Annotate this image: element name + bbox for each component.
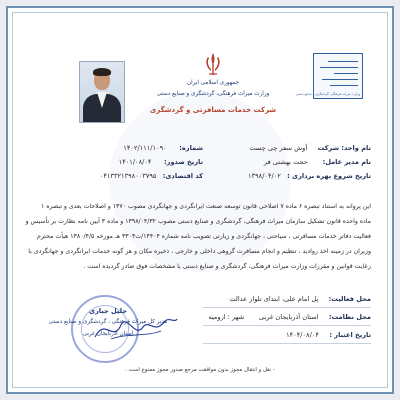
body-line-4: وزیران در زمینه اخذ روادید ، تنظیم و انجام مسافرت گروهی داخلی و خارجی ، ذخیره مکان و هر گونه خدمات ایرانگردی و جهانگردی با bbox=[28, 248, 371, 255]
holder-photo bbox=[79, 61, 125, 123]
certificate-inner-border bbox=[12, 12, 388, 388]
address-value: پل امام علی، ابتدای تلوار عدالت bbox=[229, 295, 319, 303]
economic-code-value: ۰۴۱۳۳۲۱۳۹۸۰۰۳۷۹۵ bbox=[99, 172, 157, 180]
validity-value: ۱۴۰۴/۰۸/۰۴ bbox=[286, 331, 319, 339]
address-divider bbox=[203, 307, 371, 308]
body-line-2: ماده واحده قانون تشکیل سازمان میراث فرهنگی، گردشگری و صنایع دستی مصوب ۱۳۹۸/۰۴/۳۲ و ماده ۳ آیین نامه نظارت بر تأسیس و bbox=[25, 218, 371, 225]
photo-hair bbox=[93, 68, 111, 76]
ministry-logo-text: وزارت میراث فرهنگی، گردشگری و صنایع دستی bbox=[295, 92, 360, 96]
signatory-province: استان آذربایجان غربی bbox=[82, 331, 134, 337]
validity-divider bbox=[203, 343, 371, 344]
address-row bbox=[229, 295, 371, 303]
certificate-title: شرکت خدمات مسافرتی و گردشگری bbox=[149, 106, 277, 114]
region-divider bbox=[203, 325, 371, 326]
manager-value: حجت بهشتی فر bbox=[263, 158, 308, 166]
economic-code-row bbox=[73, 172, 203, 180]
signatory-title: مدیر کل میراث فرهنگی ، گردشگری و صنایع دستی bbox=[48, 319, 168, 325]
body-line-5: رعایت قوانین و مقررات وزارت میراث فرهنگی، گردشگری و صنایع دستی با مشخصات فوق صادر گردیده است . bbox=[83, 263, 371, 270]
number-value: ۱۴۰۲/۱۱۱/۱۰۹۰ bbox=[123, 144, 167, 152]
company-name-row bbox=[249, 144, 371, 152]
ministry-logo-icon bbox=[295, 53, 363, 99]
body-line-3: فعالیت دفاتر خدمات مسافرتی ، سیاحتی ، جهانگردی و زیارتی تصویب نامه شماره ۱۴۴۰۴/ت۳۳۰۳ هـ مورخه ۱۳۸۰/۴/۵ هیأت محترم bbox=[37, 233, 371, 240]
address-label: محل فعالیت: bbox=[328, 295, 371, 303]
company-name-label: نام واحد: شرکت bbox=[317, 144, 371, 152]
number-label: شماره: bbox=[179, 144, 203, 152]
number-row bbox=[73, 144, 203, 152]
company-name-value: آوش سفر چی چست bbox=[249, 144, 308, 152]
start-date-label: تاریخ شروع بهره برداری : bbox=[287, 172, 371, 180]
city-value: شهر : ارومیه bbox=[208, 313, 245, 321]
start-date-value: ۱۳۹۸/۰۴/۰۲ bbox=[248, 172, 281, 180]
signature-icon bbox=[91, 309, 181, 349]
validity-row bbox=[286, 331, 371, 339]
issue-date-label: تاریخ صدور: bbox=[164, 158, 203, 166]
signatory-name: جلیل جباری bbox=[88, 307, 128, 315]
validity-label: تاریخ اعتبار : bbox=[329, 331, 371, 339]
manager-row bbox=[264, 158, 371, 166]
iran-emblem-icon bbox=[201, 51, 225, 77]
body-line-1: این پروانه به استناد تبصره ۶ ماده ۷ اصلاحی قانون توسعه صنعت ایرانگردی و جهانگردی مصوب ۱۳۷۰ و اصلاحات بعدی و تبصره ۱ bbox=[41, 203, 371, 210]
license-certificate bbox=[6, 6, 394, 394]
start-date-row bbox=[248, 172, 371, 180]
issue-date-row bbox=[73, 158, 203, 166]
region-row bbox=[208, 313, 371, 321]
province-value: استان آذربایجان غربی bbox=[258, 313, 319, 321]
country-title: جمهوری اسلامی ایران bbox=[187, 80, 239, 86]
economic-code-label: کد اقتصادی: bbox=[162, 172, 203, 180]
ministry-title: وزارت میراث فرهنگی، گردشگری و صنایع دستی bbox=[156, 91, 270, 97]
manager-label: نام مدیر عامل: bbox=[322, 158, 371, 166]
footer-note: - نقل و انتقال مجوز بدون موافقت مرجع صدور مجوز ممنوع است . bbox=[125, 367, 275, 373]
issue-date-value: ۱۴۰۱/۰۸/۰۴ bbox=[118, 158, 152, 166]
region-label: محل نظامت: bbox=[328, 313, 371, 321]
